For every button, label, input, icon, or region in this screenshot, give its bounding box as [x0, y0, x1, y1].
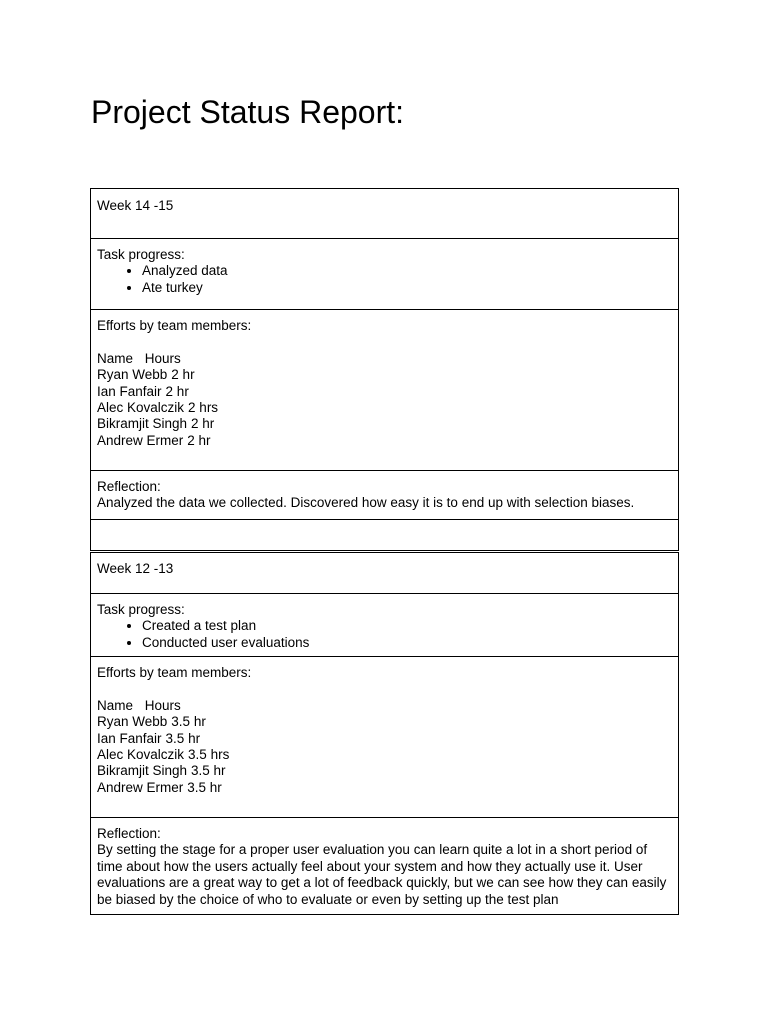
- task-progress-cell: [91, 594, 679, 657]
- report-week-14-15: [90, 188, 679, 551]
- member-hours: 2 hr: [191, 416, 215, 432]
- member-row: [97, 763, 672, 779]
- reflection-text: By setting the stage for a proper user evaluation you can learn quite a lot in a short period of time about how the users actually feel about your system and how they actually use it. User evaluations are a great way to get a lot of feedback quickly, but we can see how they can easily be biased by the choice of who to evaluate or even by setting up the test plan: [97, 842, 667, 907]
- reflection-text: Analyzed the data we collected. Discovered how easy it is to end up with selection biases.: [97, 495, 635, 511]
- week-cell: [91, 189, 679, 239]
- member-hours: 3.5 hr: [187, 779, 222, 795]
- hours-column-header: Hours: [144, 697, 181, 713]
- task-list: [97, 263, 672, 296]
- member-hours: 2 hr: [165, 383, 189, 399]
- reflection-cell: [91, 818, 679, 915]
- reflection-label: Reflection:: [97, 479, 161, 494]
- reflection-cell: [91, 471, 679, 520]
- member-name: Ian Fanfair: [97, 730, 162, 746]
- efforts-label: Efforts by team members:: [97, 665, 252, 680]
- member-row: [97, 747, 672, 763]
- member-name: Alec Kovalczik: [97, 747, 185, 763]
- reflection-label: Reflection:: [97, 826, 161, 841]
- member-row: [97, 384, 672, 400]
- reflection-row: [91, 818, 679, 915]
- member-hours: 2 hr: [171, 367, 195, 383]
- member-row: [97, 731, 672, 747]
- efforts-label: Efforts by team members:: [97, 318, 252, 333]
- member-name: Andrew Ermer: [97, 779, 184, 795]
- efforts-header: [97, 698, 672, 714]
- member-name: Andrew Ermer: [97, 432, 184, 448]
- member-row: [97, 416, 672, 432]
- task-item: • Analyzed data: [142, 263, 672, 279]
- member-name: Ryan Webb: [97, 367, 168, 383]
- efforts-row: [91, 310, 679, 471]
- reflection-row: [91, 471, 679, 520]
- week-row: [91, 189, 679, 239]
- member-hours: 3.5 hr: [191, 763, 226, 779]
- member-hours: 2 hrs: [188, 400, 219, 416]
- week-label: Week 14 -15: [97, 198, 174, 213]
- task-progress-row: [91, 594, 679, 657]
- efforts-cell: [91, 657, 679, 818]
- efforts-row: [91, 657, 679, 818]
- name-column-header: Name: [97, 350, 134, 366]
- week-row: [91, 553, 679, 594]
- member-row: [97, 433, 672, 449]
- empty-row: [91, 520, 679, 551]
- member-row: [97, 400, 672, 416]
- member-hours: 3.5 hr: [165, 730, 201, 746]
- task-item: • Created a test plan: [142, 618, 672, 634]
- member-hours: 2 hr: [187, 432, 211, 448]
- hours-column-header: Hours: [144, 350, 181, 366]
- member-row: [97, 367, 672, 383]
- member-name: Ryan Webb: [97, 714, 168, 730]
- report-week-12-13: [90, 552, 679, 915]
- member-name: Alec Kovalczik: [97, 400, 185, 416]
- member-row: [97, 714, 672, 730]
- member-name: Bikramjit Singh: [97, 416, 188, 432]
- task-item: • Conducted user evaluations: [142, 635, 672, 651]
- member-row: [97, 780, 672, 796]
- task-item: • Ate turkey: [142, 280, 672, 296]
- efforts-header: [97, 351, 672, 367]
- member-name: Ian Fanfair: [97, 383, 162, 399]
- task-list: [97, 618, 672, 651]
- page-title: Project Status Report:: [91, 94, 405, 130]
- task-progress-label: Task progress:: [97, 247, 185, 262]
- task-progress-label: Task progress:: [97, 602, 185, 617]
- member-name: Bikramjit Singh: [97, 763, 188, 779]
- member-hours: 3.5 hrs: [188, 747, 230, 763]
- task-progress-cell: [91, 239, 679, 310]
- name-column-header: Name: [97, 697, 134, 713]
- week-label: Week 12 -13: [97, 561, 174, 576]
- empty-cell: [91, 520, 679, 551]
- task-progress-row: [91, 239, 679, 310]
- efforts-cell: [91, 310, 679, 471]
- week-cell: [91, 553, 679, 594]
- member-hours: 3.5 hr: [171, 714, 206, 730]
